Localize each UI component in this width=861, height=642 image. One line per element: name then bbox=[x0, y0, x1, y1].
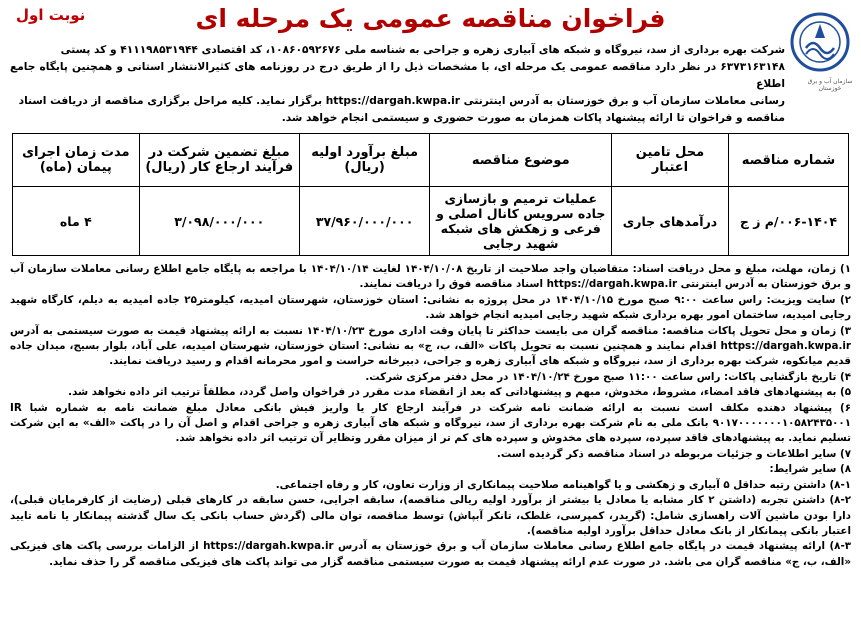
list-item: ۸-۳) ارائه پیشنهاد قیمت در پایگاه جامع اطلاع رسانی معاملات سازمان آب و برق خوزستان به آدرس https://dargah.kwpa.ir از الزامات بررسی پاکت های فیزیکی «الف، ب، ج» مناقصه گران می باشد. در صورت عدم ارائه پیشنهاد قیمت به صورت سیستمی مناقصه گزار می تواند پاکت های فیزیکی مناقصه گر را حذف نماید. bbox=[10, 540, 851, 568]
intro-paragraph bbox=[10, 42, 851, 127]
list-item: ۷) سایر اطلاعات و جزئیات مربوطه در اسناد مناقصه ذکر گردیده است. bbox=[496, 447, 851, 460]
col-estimate: مبلغ برآورد اولیه (ریال) bbox=[299, 134, 430, 187]
intro-line: شرکت بهره برداری از سد، نیروگاه و شبکه های آبیاری زهره و جراحی به شناسه ملی ۱۰۸۶۰۵۹۲۶۷۶، کد اقتصادی ۴۱۱۱۹۸۵۳۱۹۴۴ و کد پستی bbox=[60, 44, 785, 56]
list-item: ۱) زمان، مهلت، مبلغ و محل دریافت اسناد: متقاضیان واجد صلاحیت از تاریخ ۱۴۰۴/۱۰/۰۸ لغایت ۱۴۰۴/۱۰/۱۴ با مراجعه به پایگاه جامع اطلاع رسانی معاملات سازمان آب و برق خوزستان به آدرس اینترنتی https://dargah.kwpa.ir اسناد مناقصه فوق را دریافت نمایند. bbox=[10, 263, 851, 291]
organization-logo-icon bbox=[789, 8, 851, 82]
list-item: ۸) سایر شرایط: bbox=[769, 463, 851, 476]
table-row bbox=[13, 187, 849, 256]
list-item: ۸-۲) داشتن تجربه (داشتن ۲ کار مشابه یا معادل یا بیشتر از برآورد اولیه ریالی مناقصه)، سابقه اجرایی، حسن سابقه در کارهای قبلی (رضایت از کارفرمایان قبلی)، دارا بودن ماشین آلات راهسازی شامل: (گریدر، کمپرسی، غلطک، تانکر آبپاش) توسط مناقصه، توان مالی (گردش حساب بانکی یک سال گذشته پیمانکار یا نامه تایید اعتبار بانکی پیمانکار از بانک معادل حداقل برآورد اولیه مناقصه). bbox=[10, 494, 851, 537]
intro-line: مناقصه و فراخوان تا ارائه پیشنهاد پاکات همزمان به صورت حضوری و سیستمی انجام خواهد شد. bbox=[281, 112, 785, 124]
list-item: ۴) تاریخ بازگشایی پاکات: راس ساعت ۱۱:۰۰ صبح مورخ ۱۴۰۴/۱۰/۲۴ در محل دفتر مرکزی شرکت. bbox=[365, 370, 851, 383]
cell-duration: ۴ ماه bbox=[13, 187, 140, 256]
col-subject: موضوع مناقصه bbox=[430, 134, 612, 187]
tender-table bbox=[12, 133, 849, 256]
cell-guarantee: ۳/۰۹۸/۰۰۰/۰۰۰ bbox=[139, 187, 299, 256]
intro-line: ۶۳۷۳۱۶۳۱۴۸ در نظر دارد مناقصه عمومی یک مرحله ای، با مشخصات ذیل را از طریق درج در روزنامه های کثیرالانتشار استانی و همچنین پایگاه جامع اطلاع bbox=[10, 61, 785, 90]
intro-line: رسانی معاملات سازمان آب و برق خوزستان به آدرس اینترنتی https://dargah.kwpa.ir برگزار نماید. کلیه مراحل برگزاری مناقصه از دریافت اسناد bbox=[18, 95, 785, 107]
table-header-row bbox=[13, 134, 849, 187]
cell-estimate: ۳۷/۹۶۰/۰۰۰/۰۰۰ bbox=[299, 187, 430, 256]
list-item: ۵) به پیشنهادهای فاقد امضاء، مشروط، مخدوش، مبهم و پیشنهاداتی که بعد از انقضاء مدت مقرر در فراخوان واصل گردد، مطلقاً ترتیب اثر داده نخواهد شد. bbox=[68, 386, 851, 399]
col-duration: مدت زمان اجرای پیمان (ماه) bbox=[13, 134, 140, 187]
list-item: ۶) پیشنهاد دهنده مکلف است نسبت به ارائه ضمانت نامه شرکت در فرآیند ارجاع کار یا واریز فیش بانکی معادل مبلغ ضمانت نامه به شماره شبا IR ۹۰۱۷۰۰۰۰۰۰۰۱۰۵۸۲۴۳۵۰۰۱ بانک ملی به نام شرکت بهره برداری از سد، نیروگاه و شبکه های آبیاری زهره و جراحی اقدام و اصل آن را در پاکت «الف» به این شرکت تسلیم نماید. به پیشنهادهای فاقد سپرده، سپرده های مخدوش و سپرده های کم تر از میزان مقرر وتظاير آن ترتیب اثر داده نخواهد شد. bbox=[10, 401, 851, 445]
cell-subject: عملیات ترمیم و بازسازی جاده سرویس کانال اصلی و فرعی و زهکش های شبکه شهید رجایی bbox=[430, 187, 612, 256]
round-badge: نوبت اول bbox=[16, 6, 86, 24]
header bbox=[10, 4, 851, 44]
col-tender-number: شماره مناقصه bbox=[728, 134, 848, 187]
col-guarantee: مبلغ تضمین شرکت در فرآیند ارجاع کار (ریال) bbox=[139, 134, 299, 187]
conditions-list bbox=[10, 262, 851, 570]
cell-tender-number: ۰۰۶-۱۴۰۴/م ز ج bbox=[728, 187, 848, 256]
list-item: ۲) سایت ویزیت: راس ساعت ۹:۰۰ صبح مورخ ۱۴۰۴/۱۰/۱۵ در محل پروژه به نشانی: استان خوزستان، شهرستان امیدیه، کیلومتر۲۵ جاده امیدیه به دیلم، کارگاه شهید رجایی امیدیه، ساختمان امور بهره برداری شبکه شهید رجایی امیدیه انجام خواهد شد. bbox=[10, 293, 851, 322]
list-item: ۸-۱) داشتن رتبه حداقل ۵ آبیاری و زهکشی و یا گواهینامه صلاحیت پیمانکاری از وزارت تعاون، کار و رفاه اجتماعی. bbox=[275, 478, 851, 491]
list-item: ۳) زمان و محل تحویل پاکات مناقصه: مناقصه گران می بایست حداکثر تا پایان وقت اداری مورخ ۱۴۰۴/۱۰/۲۳ نسبت به ارائه پیشنهاد قیمت به صورت سیستمی به آدرس https://dargah.kwpa.ir اقدام نمایند و همچنین نسبت به تحویل پاکات «الف، ب، ج» به نشانی: استان خوزستان، شهرستان امیدیه، علی آباد، بلوار بسیج، میدان جاده قدیم میانکوه، شرکت بهره برداری از سد، نیروگاه و شبکه های آبیاری زهره و جراحی، دبیرخانه حراست و امور محرمانه اقدام و رسید دریافت نمایند. bbox=[10, 324, 851, 368]
page-title: فراخوان مناقصه عمومی یک مرحله ای bbox=[195, 4, 666, 33]
cell-funding-source: درآمدهای جاری bbox=[612, 187, 729, 256]
col-funding-source: محل تامین اعتبار bbox=[612, 134, 729, 187]
logo-caption: سازمان آب و برق خوزستان bbox=[807, 78, 853, 92]
